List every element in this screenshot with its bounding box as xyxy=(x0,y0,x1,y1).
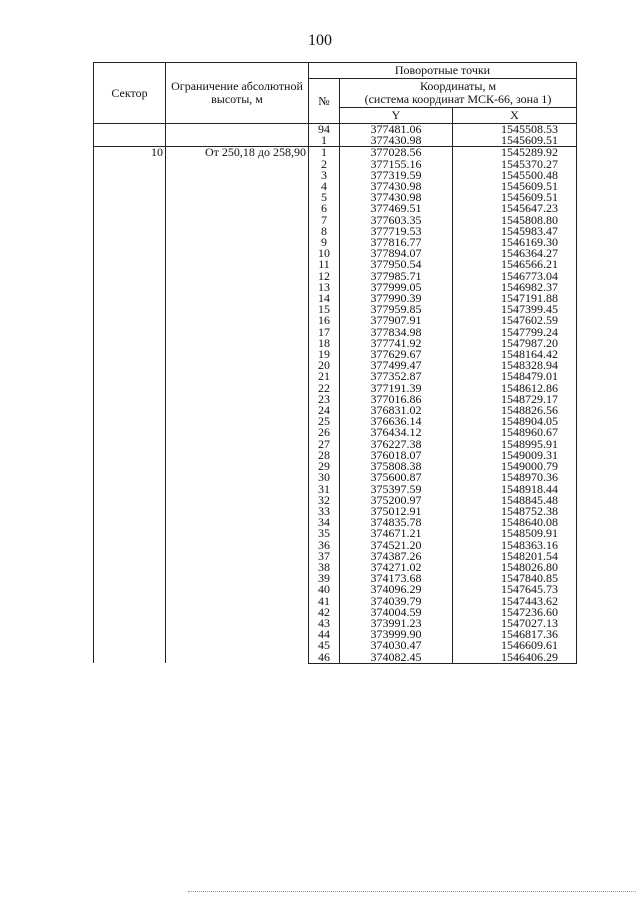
x-coordinate-cell: 1547191.88 xyxy=(453,293,577,304)
point-number-cell: 13 xyxy=(309,282,340,293)
header-x: X xyxy=(453,108,577,124)
x-coordinate-cell: 1546817.36 xyxy=(453,629,577,640)
x-coordinate-cell: 1548509.91 xyxy=(453,528,577,539)
y-coordinate-cell: 374030.47 xyxy=(340,640,453,651)
y-coordinate-cell: 375200.97 xyxy=(340,495,453,506)
y-coordinate-cell: 374039.79 xyxy=(340,596,453,607)
y-coordinate-cell: 376434.12 xyxy=(340,427,453,438)
y-coordinate-cell: 377719.53 xyxy=(340,226,453,237)
point-number-cell: 17 xyxy=(309,327,340,338)
y-coordinate-cell: 376018.07 xyxy=(340,450,453,461)
x-coordinate-cell: 1547399.45 xyxy=(453,304,577,315)
y-coordinate-cell: 374271.02 xyxy=(340,562,453,573)
sector-cell: 10 xyxy=(94,147,166,663)
point-number-cell: 18 xyxy=(309,338,340,349)
x-coordinate-cell: 1545609.51 xyxy=(453,135,577,147)
sector-cell xyxy=(94,124,166,147)
x-coordinate-cell: 1548363.16 xyxy=(453,540,577,551)
x-coordinate-cell: 1549000.79 xyxy=(453,461,577,472)
y-coordinate-cell: 374521.20 xyxy=(340,540,453,551)
y-coordinate-cell: 377430.98 xyxy=(340,135,453,147)
y-coordinate-cell: 377499.47 xyxy=(340,360,453,371)
y-coordinate-cell: 377816.77 xyxy=(340,237,453,248)
y-coordinate-cell: 377016.86 xyxy=(340,394,453,405)
x-coordinate-cell: 1548826.56 xyxy=(453,405,577,416)
point-number-cell: 11 xyxy=(309,259,340,270)
point-number-cell: 12 xyxy=(309,271,340,282)
y-coordinate-cell: 376636.14 xyxy=(340,416,453,427)
coordinates-table xyxy=(93,62,577,664)
point-number-cell: 94 xyxy=(309,124,340,136)
y-coordinate-cell: 375012.91 xyxy=(340,506,453,517)
x-coordinate-cell: 1548026.80 xyxy=(453,562,577,573)
x-coordinate-cell: 1545508.53 xyxy=(453,124,577,136)
point-number-cell: 23 xyxy=(309,394,340,405)
header-sector: Сектор xyxy=(94,63,166,124)
point-number-cell: 38 xyxy=(309,562,340,573)
x-coordinate-cell: 1546773.04 xyxy=(453,271,577,282)
y-coordinate-cell: 377741.92 xyxy=(340,338,453,349)
x-coordinate-cell: 1547840.85 xyxy=(453,573,577,584)
x-coordinate-cell: 1546609.61 xyxy=(453,640,577,651)
x-coordinate-cell: 1547443.62 xyxy=(453,596,577,607)
x-coordinate-cell: 1545808.80 xyxy=(453,215,577,226)
table-row xyxy=(94,147,577,159)
y-coordinate-cell: 377990.39 xyxy=(340,293,453,304)
x-coordinate-cell: 1548960.67 xyxy=(453,427,577,438)
x-coordinate-cell: 1547799.24 xyxy=(453,327,577,338)
x-coordinate-cell: 1548845.48 xyxy=(453,495,577,506)
point-number-cell: 5 xyxy=(309,192,340,203)
point-number-cell: 6 xyxy=(309,203,340,214)
y-coordinate-cell: 377985.71 xyxy=(340,271,453,282)
header-row-1 xyxy=(94,63,577,79)
y-coordinate-cell: 373999.90 xyxy=(340,629,453,640)
table-row xyxy=(94,124,577,136)
y-coordinate-cell: 377894.07 xyxy=(340,248,453,259)
y-coordinate-cell: 377430.98 xyxy=(340,192,453,203)
y-coordinate-cell: 374004.59 xyxy=(340,607,453,618)
point-number-cell: 46 xyxy=(309,652,340,664)
point-number-cell: 40 xyxy=(309,584,340,595)
header-coord-system: (система координат МСК-66, зона 1) xyxy=(364,92,552,106)
point-number-cell: 30 xyxy=(309,472,340,483)
header-number: № xyxy=(309,79,340,124)
y-coordinate-cell: 377629.67 xyxy=(340,349,453,360)
header-coords-label: Координаты, м xyxy=(419,79,497,93)
point-number-cell: 28 xyxy=(309,450,340,461)
x-coordinate-cell: 1548918.44 xyxy=(453,484,577,495)
x-coordinate-cell: 1548201.54 xyxy=(453,551,577,562)
point-number-cell: 1 xyxy=(309,147,340,159)
x-coordinate-cell: 1546406.29 xyxy=(453,652,577,664)
y-coordinate-cell: 374096.29 xyxy=(340,584,453,595)
point-number-cell: 45 xyxy=(309,640,340,651)
y-coordinate-cell: 377950.54 xyxy=(340,259,453,270)
point-number-cell: 3 xyxy=(309,170,340,181)
point-number-cell: 27 xyxy=(309,439,340,450)
x-coordinate-cell: 1546982.37 xyxy=(453,282,577,293)
point-number-cell: 33 xyxy=(309,506,340,517)
point-number-cell: 24 xyxy=(309,405,340,416)
point-number-cell: 43 xyxy=(309,618,340,629)
point-number-cell: 21 xyxy=(309,371,340,382)
y-coordinate-cell: 376227.38 xyxy=(340,439,453,450)
y-coordinate-cell: 377352.87 xyxy=(340,371,453,382)
x-coordinate-cell: 1548752.38 xyxy=(453,506,577,517)
point-number-cell: 15 xyxy=(309,304,340,315)
x-coordinate-cell: 1547645.73 xyxy=(453,584,577,595)
y-coordinate-cell: 374671.21 xyxy=(340,528,453,539)
point-number-cell: 20 xyxy=(309,360,340,371)
x-coordinate-cell: 1548729.17 xyxy=(453,394,577,405)
point-number-cell: 9 xyxy=(309,237,340,248)
y-coordinate-cell: 377319.59 xyxy=(340,170,453,181)
y-coordinate-cell: 376831.02 xyxy=(340,405,453,416)
y-coordinate-cell: 374173.68 xyxy=(340,573,453,584)
y-coordinate-cell: 377469.51 xyxy=(340,203,453,214)
point-number-cell: 36 xyxy=(309,540,340,551)
point-number-cell: 35 xyxy=(309,528,340,539)
point-number-cell: 29 xyxy=(309,461,340,472)
x-coordinate-cell: 1545647.23 xyxy=(453,203,577,214)
x-coordinate-cell: 1548970.36 xyxy=(453,472,577,483)
point-number-cell: 4 xyxy=(309,181,340,192)
point-number-cell: 16 xyxy=(309,315,340,326)
point-number-cell: 19 xyxy=(309,349,340,360)
limit-cell: От 250,18 до 258,90 xyxy=(166,147,309,663)
point-number-cell: 44 xyxy=(309,629,340,640)
x-coordinate-cell: 1548479.01 xyxy=(453,371,577,382)
x-coordinate-cell: 1548640.08 xyxy=(453,517,577,528)
point-number-cell: 22 xyxy=(309,383,340,394)
x-coordinate-cell: 1545500.48 xyxy=(453,170,577,181)
x-coordinate-cell: 1546364.27 xyxy=(453,248,577,259)
x-coordinate-cell: 1549009.31 xyxy=(453,450,577,461)
point-number-cell: 42 xyxy=(309,607,340,618)
y-coordinate-cell: 377430.98 xyxy=(340,181,453,192)
y-coordinate-cell: 377907.91 xyxy=(340,315,453,326)
header-turning-points: Поворотные точки xyxy=(309,63,577,79)
x-coordinate-cell: 1545983.47 xyxy=(453,226,577,237)
y-coordinate-cell: 377959.85 xyxy=(340,304,453,315)
y-coordinate-cell: 375397.59 xyxy=(340,484,453,495)
header-limit: Ограничение абсолютной высоты, м xyxy=(166,63,309,124)
limit-cell xyxy=(166,124,309,147)
x-coordinate-cell: 1548612.86 xyxy=(453,383,577,394)
point-number-cell: 32 xyxy=(309,495,340,506)
y-coordinate-cell: 375600.87 xyxy=(340,472,453,483)
scan-edge-line xyxy=(188,891,636,892)
x-coordinate-cell: 1548995.91 xyxy=(453,439,577,450)
header-coordinates xyxy=(340,79,577,108)
y-coordinate-cell: 377834.98 xyxy=(340,327,453,338)
y-coordinate-cell: 377191.39 xyxy=(340,383,453,394)
y-coordinate-cell: 374387.26 xyxy=(340,551,453,562)
point-number-cell: 7 xyxy=(309,215,340,226)
x-coordinate-cell: 1548164.42 xyxy=(453,349,577,360)
point-number-cell: 25 xyxy=(309,416,340,427)
point-number-cell: 14 xyxy=(309,293,340,304)
x-coordinate-cell: 1545370.27 xyxy=(453,159,577,170)
x-coordinate-cell: 1545289.92 xyxy=(453,147,577,159)
y-coordinate-cell: 377155.16 xyxy=(340,159,453,170)
y-coordinate-cell: 377481.06 xyxy=(340,124,453,136)
x-coordinate-cell: 1547027.13 xyxy=(453,618,577,629)
y-coordinate-cell: 377028.56 xyxy=(340,147,453,159)
header-y: Y xyxy=(340,108,453,124)
x-coordinate-cell: 1548328.94 xyxy=(453,360,577,371)
point-number-cell: 39 xyxy=(309,573,340,584)
y-coordinate-cell: 373991.23 xyxy=(340,618,453,629)
x-coordinate-cell: 1545609.51 xyxy=(453,181,577,192)
point-number-cell: 8 xyxy=(309,226,340,237)
point-number-cell: 31 xyxy=(309,484,340,495)
x-coordinate-cell: 1548904.05 xyxy=(453,416,577,427)
y-coordinate-cell: 375808.38 xyxy=(340,461,453,472)
x-coordinate-cell: 1547236.60 xyxy=(453,607,577,618)
y-coordinate-cell: 374082.45 xyxy=(340,652,453,664)
point-number-cell: 10 xyxy=(309,248,340,259)
page-number: 100 xyxy=(308,32,332,49)
y-coordinate-cell: 377603.35 xyxy=(340,215,453,226)
y-coordinate-cell: 377999.05 xyxy=(340,282,453,293)
point-number-cell: 2 xyxy=(309,159,340,170)
table-body xyxy=(94,124,577,664)
x-coordinate-cell: 1546566.21 xyxy=(453,259,577,270)
x-coordinate-cell: 1547987.20 xyxy=(453,338,577,349)
point-number-cell: 41 xyxy=(309,596,340,607)
point-number-cell: 1 xyxy=(309,135,340,147)
x-coordinate-cell: 1546169.30 xyxy=(453,237,577,248)
point-number-cell: 26 xyxy=(309,427,340,438)
x-coordinate-cell: 1547602.59 xyxy=(453,315,577,326)
point-number-cell: 37 xyxy=(309,551,340,562)
point-number-cell: 34 xyxy=(309,517,340,528)
y-coordinate-cell: 374835.78 xyxy=(340,517,453,528)
x-coordinate-cell: 1545609.51 xyxy=(453,192,577,203)
